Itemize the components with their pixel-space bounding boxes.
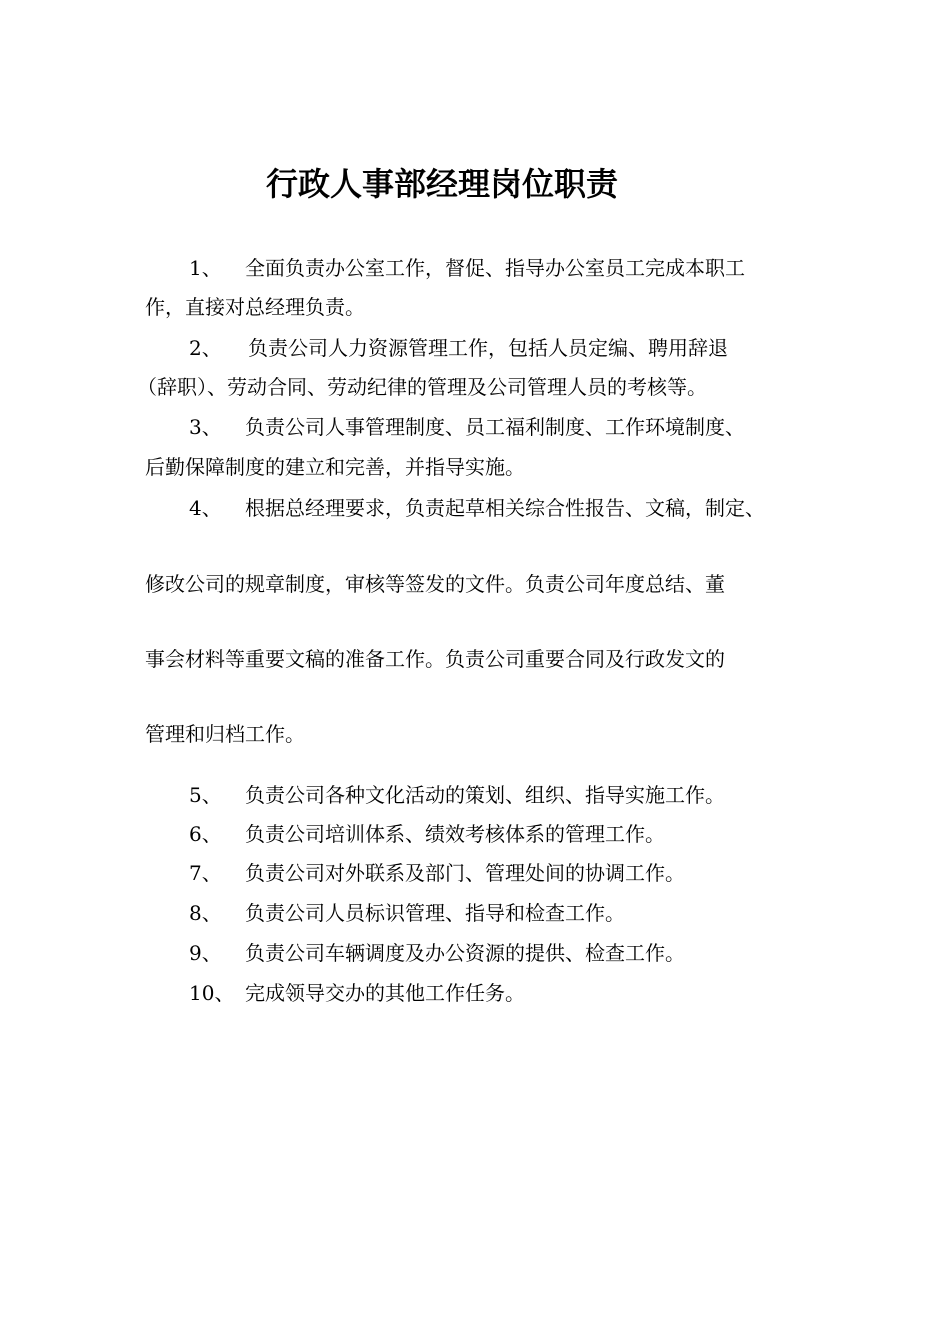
item-number: 7、 (189, 861, 222, 885)
item-number: 9、 (189, 941, 222, 965)
item-number: 4、 (189, 496, 222, 520)
item-text: 全面负责办公室工作，督促、指导办公室员工完成本职工 (245, 256, 745, 280)
item-text: 负责公司人员标识管理、指导和检查工作。 (245, 901, 625, 925)
item-continuation: 事会材料等重要文稿的准备工作。负责公司重要合同及行政发文的 (145, 647, 725, 671)
document-title: 行政人事部经理岗位职责 (265, 165, 618, 203)
item-continuation: 作，直接对总经理负责。 (145, 295, 365, 319)
item-number: 6、 (189, 822, 222, 846)
item-number: 10、 (189, 981, 235, 1005)
item-text: 完成领导交办的其他工作任务。 (245, 981, 525, 1005)
item-number: 1、 (189, 256, 222, 280)
item-continuation: 修改公司的规章制度，审核等签发的文件。负责公司年度总结、董 (145, 572, 725, 596)
item-text: 负责公司各种文化活动的策划、组织、指导实施工作。 (245, 783, 725, 807)
item-text: 负责公司车辆调度及办公资源的提供、检查工作。 (245, 941, 685, 965)
item-text: 根据总经理要求，负责起草相关综合性报告、文稿，制定、 (245, 496, 765, 520)
item-text: 负责公司人力资源管理工作，包括人员定编、聘用辞退 (248, 336, 728, 360)
item-text: 负责公司对外联系及部门、管理处间的协调工作。 (245, 861, 685, 885)
item-number: 2、 (189, 336, 222, 360)
item-text: 负责公司培训体系、绩效考核体系的管理工作。 (245, 822, 665, 846)
item-continuation: （辞职）、劳动合同、劳动纪律的管理及公司管理人员的考核等。 (137, 375, 707, 399)
item-text: 负责公司人事管理制度、员工福利制度、工作环境制度、 (245, 415, 745, 439)
item-number: 3、 (189, 415, 222, 439)
item-number: 8、 (189, 901, 222, 925)
item-number: 5、 (189, 783, 222, 807)
item-continuation: 管理和归档工作。 (145, 722, 305, 746)
item-continuation: 后勤保障制度的建立和完善，并指导实施。 (145, 455, 525, 479)
